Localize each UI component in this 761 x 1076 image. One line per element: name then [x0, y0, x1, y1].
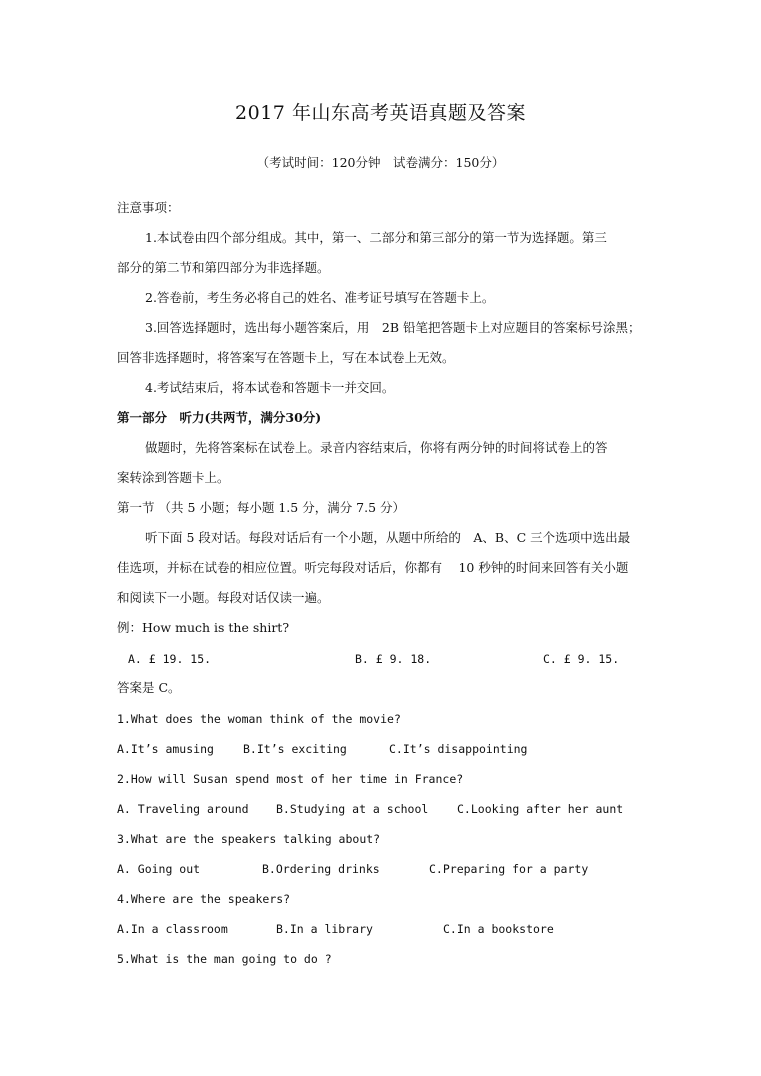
notice-item-4: 4.考试结束后，将本试卷和答题卡一并交回。: [145, 380, 395, 395]
exam-info: （考试时间：120分钟 试卷满分：150分）: [256, 155, 505, 170]
notice-item-1-cont: 部分的第二节和第四部分为非选择题。: [117, 260, 330, 275]
example-option-a: A. £ 19. 15.: [128, 652, 212, 666]
example-option-c: C. £ 9. 15.: [543, 652, 620, 666]
example-answer: 答案是 C。: [117, 680, 181, 695]
example-question: 例：How much is the shirt?: [117, 620, 290, 635]
notice-heading: 注意事项：: [117, 200, 180, 215]
question-1-option-a: A.It’s amusing: [117, 742, 214, 756]
question-3: 3.What are the speakers talking about?: [117, 832, 381, 846]
question-2-option-c: C.Looking after her aunt: [457, 802, 624, 816]
section1-instructions-cont: 和阅读下一小题。每段对话仅读一遍。: [117, 590, 330, 605]
question-2: 2.How will Susan spend most of her time in France?: [117, 772, 464, 786]
question-4: 4.Where are the speakers?: [117, 892, 291, 906]
question-1-option-c: C.It’s disappointing: [389, 742, 528, 756]
part1-heading: 第一部分 听力(共两节，满分30分): [117, 410, 322, 425]
question-3-option-a: A. Going out: [117, 862, 201, 876]
section1-instructions: 听下面 5 段对话。每段对话后有一个小题，从题中所给的 A、B、C 三个选项中选出最: [145, 530, 631, 545]
part1-intro: 做题时，先将答案标在试卷上。录音内容结束后，你将有两分钟的时间将试卷上的答: [145, 440, 608, 455]
notice-item-2: 2.答卷前，考生务必将自己的姓名、准考证号填写在答题卡上。: [145, 290, 495, 305]
question-5: 5.What is the man going to do ?: [117, 952, 332, 966]
question-2-option-b: B.Studying at a school: [276, 802, 429, 816]
question-2-option-a: A. Traveling around: [117, 802, 249, 816]
question-4-option-c: C.In a bookstore: [443, 922, 554, 936]
section1-instructions-cont: 佳选项，并标在试卷的相应位置。听完每段对话后，你都有 10 秒钟的时间来回答有关小题: [117, 560, 629, 575]
notice-item-3-cont: 回答非选择题时，将答案写在答题卡上，写在本试卷上无效。: [117, 350, 455, 365]
page-title: 2017 年山东高考英语真题及答案: [235, 102, 526, 124]
question-4-option-a: A.In a classroom: [117, 922, 228, 936]
question-3-option-b: B.Ordering drinks: [262, 862, 380, 876]
part1-intro-cont: 案转涂到答题卡上。: [117, 470, 230, 485]
question-4-option-b: B.In a library: [276, 922, 373, 936]
question-1-option-b: B.It’s exciting: [243, 742, 347, 756]
question-1: 1.What does the woman think of the movie?: [117, 712, 401, 726]
section1-heading: 第一节 （共 5 小题；每小题 1.5 分，满分 7.5 分）: [117, 500, 406, 515]
notice-item-1: 1.本试卷由四个部分组成。其中，第一、二部分和第三部分的第一节为选择题。第三: [145, 230, 607, 245]
example-option-b: B. £ 9. 18.: [355, 652, 432, 666]
question-3-option-c: C.Preparing for a party: [429, 862, 589, 876]
notice-item-3: 3.回答选择题时，选出每小题答案后，用 2B 铅笔把答题卡上对应题目的答案标号涂黑；: [145, 320, 641, 335]
